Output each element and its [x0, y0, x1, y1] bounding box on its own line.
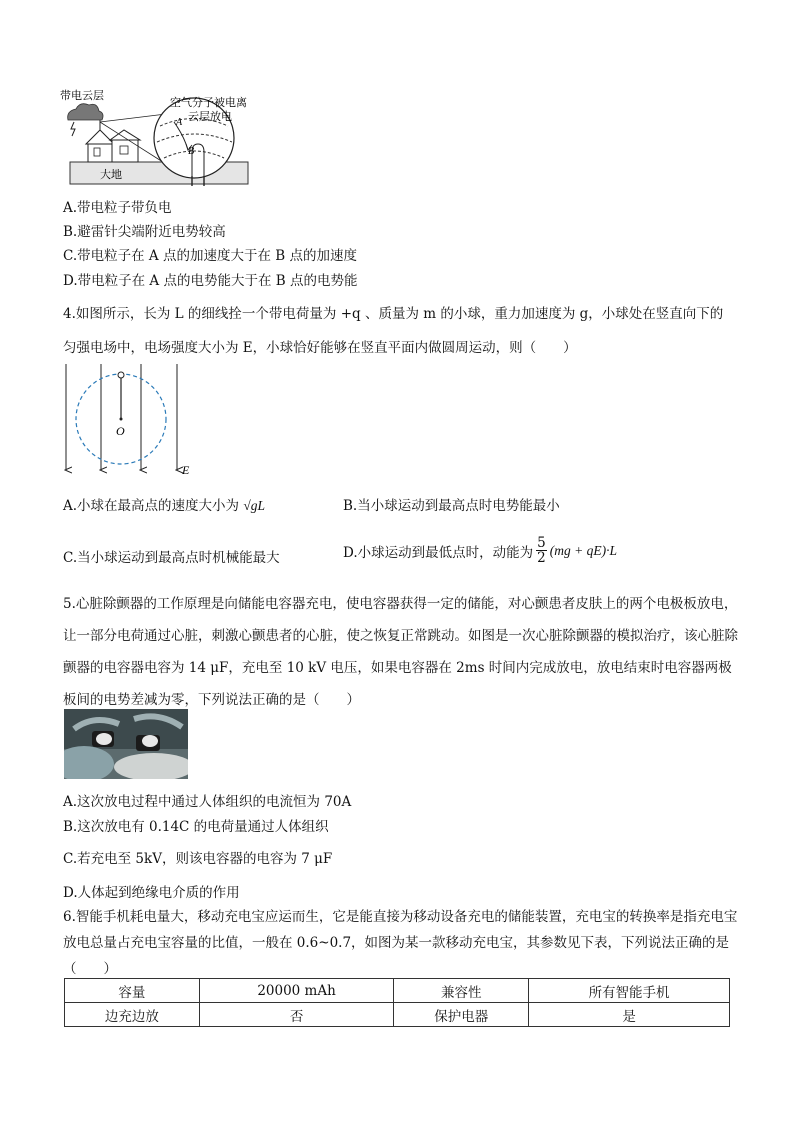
- q3-option-b: B.避雷针尖端附近电势较高: [63, 224, 226, 240]
- fraction-5-2: 5 2: [537, 535, 546, 566]
- q3-option-a: A.带电粒子带负电: [63, 200, 172, 216]
- cloud-label: 带电云层: [60, 89, 104, 102]
- q4-stem-line1: 4.如图所示，长为 L 的细线拴一个带电荷量为 +q 、质量为 m 的小球，重力加速度为 g，小球处在竖直向下的: [63, 306, 724, 322]
- sqrt-gl: √gL: [243, 498, 266, 513]
- table-cell: 20000 mAh: [199, 979, 394, 1003]
- q5-stem: 5.心脏除颤器的工作原理是向储能电容器充电，使电容器获得一定的储能，对心颤患者皮肤上的两个电极板放电，让一部分电荷通过心脏，刺激心颤患者的心脏，使之恢复正常跳动。如图是一次心脏除颤器的模拟治疗，该心脏除颤器的电容器电容为 14 μF，充电至 10 kV 电压，如果电容器在 2ms 时间内完成放电，放电结束时电容器两极板间的电势差减为零，下列说法正确的是（ ）: [63, 596, 738, 708]
- lightning-figure: [60, 86, 290, 188]
- defibrillator-photo: [64, 709, 188, 779]
- point-a-label: A: [176, 117, 183, 128]
- ionize-label: 空气分子被电离: [170, 96, 247, 109]
- discharge-label: 云层放电: [188, 110, 232, 123]
- table-cell: 否: [199, 1003, 394, 1027]
- table-cell: 保护电器: [394, 1003, 529, 1027]
- table-row: [65, 1003, 730, 1027]
- q3-option-d: D.带电粒子在 A 点的电势能大于在 B 点的电势能: [63, 273, 358, 289]
- table-cell: 边充边放: [65, 1003, 200, 1027]
- table-cell: 是: [529, 1003, 730, 1027]
- q5-option-c: C.若充电至 5kV，则该电容器的电容为 7 μF: [63, 851, 333, 867]
- table-cell: 所有智能手机: [529, 979, 730, 1003]
- field-label: E: [182, 463, 190, 477]
- table-row: [65, 979, 730, 1003]
- table-cell: 兼容性: [394, 979, 529, 1003]
- ground-label: 大地: [100, 168, 122, 181]
- point-b-label: B: [188, 146, 195, 157]
- q4-option-b: B.当小球运动到最高点时电势能最小: [343, 498, 560, 514]
- q4-stem-line2: 匀强电场中，电场强度大小为 E，小球恰好能够在竖直平面内做圆周运动，则（ ）: [63, 340, 577, 356]
- q4-option-c: C.当小球运动到最高点时机械能最大: [63, 550, 280, 566]
- q5-option-a: A.这次放电过程中通过人体组织的电流恒为 70A: [63, 794, 352, 810]
- center-label: O: [116, 424, 125, 438]
- powerbank-params-table: [64, 978, 730, 1027]
- q5-option-b: B.这次放电有 0.14C 的电荷量通过人体组织: [63, 819, 329, 835]
- q4-field-figure: [56, 362, 196, 477]
- table-cell: 容量: [65, 979, 200, 1003]
- q4-option-a: A.小球在最高点的速度大小为 √gL: [63, 498, 266, 514]
- q3-option-c: C.带电粒子在 A 点的加速度大于在 B 点的加速度: [63, 248, 357, 264]
- q6-stem: 6.智能手机耗电量大，移动充电宝应运而生，它是能直接为移动设备充电的储能装置，充电宝的转换率是指充电宝放电总量占充电宝容量的比值，一般在 0.6~0.7，如图为某一款移动充电宝，其参数见下表，下列说法正确的是（ ）: [63, 909, 738, 977]
- q4-option-d: D.小球运动到最低点时，动能为 5 2 (mg + qE)·L: [343, 535, 617, 566]
- q5-option-d: D.人体起到绝缘电介质的作用: [63, 885, 240, 901]
